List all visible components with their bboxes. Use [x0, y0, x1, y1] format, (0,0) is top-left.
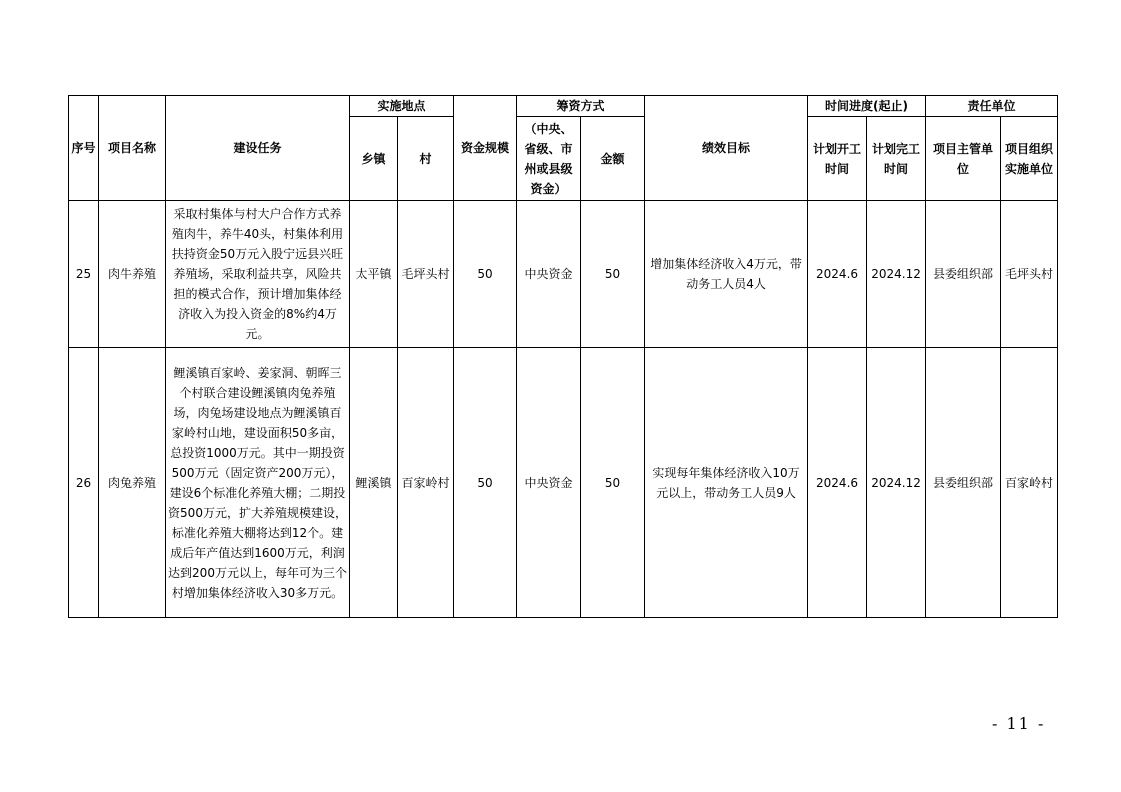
header-township: 乡镇	[350, 117, 398, 201]
row-supervisor: 县委组织部	[926, 201, 1001, 348]
header-start: 计划开工时间	[808, 117, 867, 201]
table-row	[69, 201, 1058, 348]
row-township: 太平镇	[350, 201, 398, 348]
row-amount: 50	[581, 348, 645, 618]
row-amount: 50	[581, 201, 645, 348]
row-scale: 50	[454, 201, 517, 348]
header-scale: 资金规模	[454, 96, 517, 201]
header-funding: 筹资方式	[517, 96, 645, 117]
row-task: 鲤溪镇百家岭、姜家洞、朝晖三个村联合建设鲤溪镇肉兔养殖场，肉兔场建设地点为鲤溪镇百家岭村山地，建设面积50多亩，总投资1000万元。其中一期投资500万元（固定资产200万元），建设6个标准化养殖大棚；二期投资500万元，扩大养殖规模建设，标准化养殖大棚将达到12个。建成后年产值达到1600万元，利润达到200万元以上，每年可为三个村增加集体经济收入30多万元。	[166, 348, 350, 618]
row-end: 2024.12	[867, 201, 926, 348]
row-seq: 26	[69, 348, 99, 618]
header-row-1	[69, 96, 1058, 117]
header-goal: 绩效目标	[645, 96, 808, 201]
row-implementer: 百家岭村	[1001, 348, 1058, 618]
row-scale: 50	[454, 348, 517, 618]
row-supervisor: 县委组织部	[926, 348, 1001, 618]
row-start: 2024.6	[808, 201, 867, 348]
header-supervisor: 项目主管单位	[926, 117, 1001, 201]
row-name: 肉牛养殖	[99, 201, 166, 348]
header-village: 村	[398, 117, 454, 201]
row-source: 中央资金	[517, 201, 581, 348]
row-source: 中央资金	[517, 348, 581, 618]
row-township: 鲤溪镇	[350, 348, 398, 618]
page-number: - 11 -	[992, 714, 1046, 733]
table-row	[69, 348, 1058, 618]
project-table	[68, 95, 1058, 618]
row-end: 2024.12	[867, 348, 926, 618]
row-task: 采取村集体与村大户合作方式养殖肉牛，养牛40头，村集体利用扶持资金50万元入股宁远县兴旺养殖场，采取利益共享，风险共担的模式合作，预计增加集体经济收入为投入资金的8%约4万元。	[166, 201, 350, 348]
row-goal: 实现每年集体经济收入10万元以上，带动务工人员9人	[645, 348, 808, 618]
header-implementer: 项目组织实施单位	[1001, 117, 1058, 201]
row-name: 肉兔养殖	[99, 348, 166, 618]
row-implementer: 毛坪头村	[1001, 201, 1058, 348]
row-goal: 增加集体经济收入4万元，带动务工人员4人	[645, 201, 808, 348]
header-location: 实施地点	[350, 96, 454, 117]
row-seq: 25	[69, 201, 99, 348]
header-responsible: 责任单位	[926, 96, 1058, 117]
header-amount: 金额	[581, 117, 645, 201]
header-source: （中央、省级、市州或县级资金）	[517, 117, 581, 201]
row-start: 2024.6	[808, 348, 867, 618]
header-schedule: 时间进度(起止)	[808, 96, 926, 117]
row-village: 百家岭村	[398, 348, 454, 618]
header-name: 项目名称	[99, 96, 166, 201]
header-seq: 序号	[69, 96, 99, 201]
row-village: 毛坪头村	[398, 201, 454, 348]
header-end: 计划完工时间	[867, 117, 926, 201]
header-task: 建设任务	[166, 96, 350, 201]
